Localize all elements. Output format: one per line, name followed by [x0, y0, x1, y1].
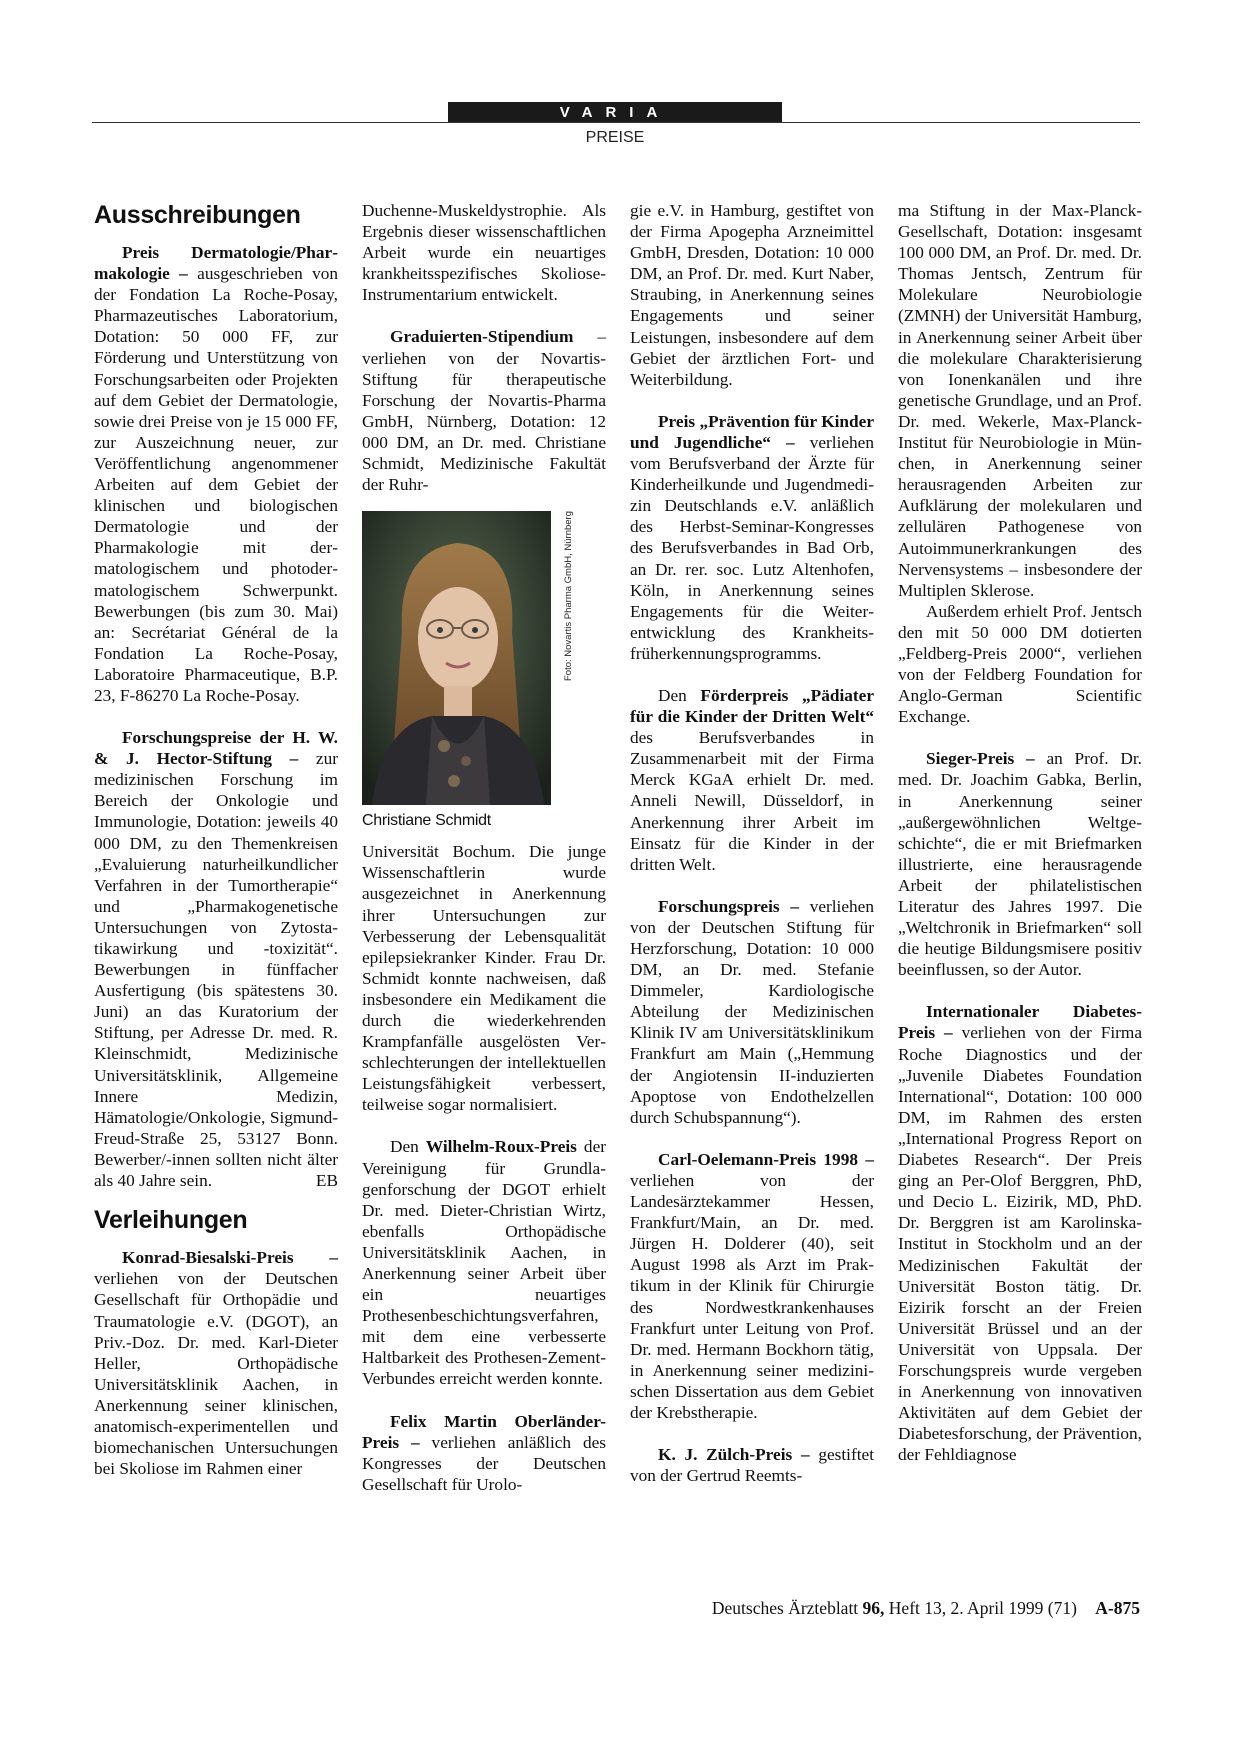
page-footer: [560, 1598, 1140, 1619]
paragraph-zuelch-preis: [630, 1444, 874, 1486]
paragraph-lead: Sieger-Preis –: [926, 749, 1035, 769]
paragraph-praevention-preis: [630, 411, 874, 664]
paragraph-lead: Konrad-Biesalski-Preis –: [122, 1248, 338, 1268]
paragraph-sieger-preis: [898, 748, 1142, 980]
paragraph-pre: Den: [390, 1137, 426, 1157]
column-1: [94, 198, 338, 1479]
paragraph-text: verliehen von der Firma Roche Diagnostics und der „Juvenile Diabetes Foundation International“, Dotation: 100 000 DM, im Rahmen des ersten „International Progress Report on Diabetes Research“. Der Preis ging an Per-Olof Berggren, PhD, und Decio L. Eizirik, MD, PhD. Dr. Berggren ist am Karolinska-Institut in Stockholm und an der Medizinischen Fakultät der Universität Boston tätig. Dr. Eizirik forscht an der Freien Universität Brüssel und an der Universität von Uppsala. Der Forschungspreis wurde vergeben in Anerkennung von innovativen Aktivitäten auf dem Gebiet der Diabetesforschung, der Prävention, der Fehldiagnose: [898, 1023, 1142, 1465]
photo-credit: Foto: Novartis Pharma GmbH, Nürnberg: [563, 511, 574, 682]
paragraph-lead: Preis „Prävention für Kinder und Jugendliche“ –: [630, 411, 874, 452]
paragraph-feldberg-preis: Außerdem erhielt Prof. Jentsch den mit 50 000 DM dotierten „Feldberg-Preis 2000“, verliehen von der Feldberg Foundation for Anglo-German Scientific Exchange.: [898, 601, 1142, 727]
paragraph-wilhelm-roux-preis: [362, 1136, 606, 1389]
paragraph-text: an Prof. Dr. med. Dr. Joachim Gabka, Berlin, in Anerkennung seiner „außergewöhnlichen Weltgeschichte“, die er mit Briefmarken illustrierte, eine herausragende Arbeit der philatelistischen Literatur des Jahres 1997. Die „Weltchronik in Briefmarken“ soll die heutige Bildungsmisere positiv beeinflussen, so der Autor.: [898, 749, 1142, 980]
portrait-photo: [362, 511, 551, 805]
paragraph-text: des Berufsverbandes in Zusammenarbeit mit der Firma Merck KGaA erhielt Dr. med. Anneli Newill, Düsseldorf, in Anerkennung ihrer Arbeit im Einsatz für die Kinder in der dritten Welt.: [630, 728, 874, 874]
paragraph-hector-stiftung: [94, 727, 338, 1191]
column-3: [630, 200, 874, 1486]
footer-issue: Heft 13, 2. April 1999 (71): [888, 1598, 1077, 1618]
photo-caption: Christiane Schmidt: [362, 812, 491, 830]
section-header-bar: VARIA: [448, 102, 782, 123]
paragraph-foerderpreis: [630, 685, 874, 875]
paragraph-text: verliehen von der Landesärztekammer Hessen, Frankfurt/Main, an Dr. med. Jürgen H. Dolderer (40), seit August 1998 als Arzt im Praktikum in der Klinik für Chirurgie des Nordwestkrankenhauses Frankfurt unter Leitung von Prof. Dr. med. Hermann Bockhorn tätig, in Anerkennung seiner medizinischen Dissertation aus dem Gebiet der Krebstherapie.: [630, 1170, 874, 1422]
paragraph-biesalski-preis: [94, 1247, 338, 1479]
paragraph-lead: Carl-Oelemann-Preis 1998 –: [658, 1149, 874, 1169]
paragraph-dermatologie-preis: [94, 242, 338, 706]
paragraph-forschungspreis: [630, 896, 874, 1128]
paragraph-lead: Preis Dermatologie/Pharmakologie –: [94, 243, 338, 284]
paragraph-lead: Felix Martin Oberländer-Preis –: [362, 1411, 606, 1452]
paragraph-text: zur medizinischen Forschung im Bereich der Onkologie und Immunologie, Dotation: jeweils 40 000 DM, zu den Themenkreisen „Evaluierung naturheilkundlicher Verfahren in der Tumortherapie“ und „Pharmakogenetische Untersuchungen von Zytostatikawirkung und -toxizität“. Bewerbungen in fünffacher Ausfertigung (bis spätestens 30. Juni) an das Kuratorium der Stiftung, per Adresse Dr. med. R. Kleinschmidt, Medizinische Universitätsklinik, Allgemeine Innere Medizin, Hämatologie/Onkologie, Sigmund-Freud-Straße 25, 53127 Bonn. Bewerber/-innen sollten nicht älter als 40 Jahre sein.: [94, 749, 338, 1191]
paragraph-diabetes-preis: [898, 1001, 1142, 1465]
author-signature: EB: [315, 1171, 338, 1191]
column-2: [362, 200, 606, 1495]
paragraph-text: verliehen von der Deutschen Stiftung für Herzforschung, Dotation: 10 000 DM, an Dr. med. Stefanie Dimmeler, Kardiologische Abteilung der Medizinischen Klinik IV am Universitätsklinikum Frankfurt am Main („Hemmung der Angiotensin II-induzierten Apoptose von Endothelzellen durch Schubspannung“).: [630, 896, 874, 1127]
paragraph-oelemann-preis: [630, 1149, 874, 1423]
paragraph-lead: Forschungspreise der H. W. & J. Hector-Stiftung –: [94, 728, 338, 769]
paragraph-schmidt-text: Universität Bochum. Die junge Wissenschaftlerin wurde ausgezeichnet in Anerkennung ihrer Untersuchungen zur Verbesserung der Lebensqualität epilepsiekranker Kinder. Frau Dr. Schmidt konnte nachweisen, daß insbesondere ein Medikament die durch die wiederkehrenden Krampfanfälle ausgelösten Verschlechterungen der intellektuellen Leistungsfähigkeit verbessert, teilweise sogar normalisiert.: [362, 842, 606, 1115]
paragraph-graduierten-stipendium: [362, 326, 606, 495]
paragraph-continuation: Duchenne-Muskeldystrophie. Als Ergebnis dieser wissenschaftlichen Arbeit wurde ein neuartiges krankheitsspezifisches Skoliose-Instrumentarium entwickelt.: [362, 201, 606, 305]
paragraph-text: – verliehen von der Novartis-Stiftung für therapeutische Forschung der Novartis-Pharma GmbH, Nürnberg, Dotation: 12 000 DM, an Dr. med. Christiane Schmidt, Medizinische Fakultät der Ruhr-: [362, 327, 606, 495]
heading-ausschreibungen: Ausschreibungen: [94, 201, 301, 229]
paragraph-continuation: ma Stiftung in der Max-Planck-Gesellschaft, Dotation: insgesamt 100 000 DM, an Prof. Dr. med. Dr. Thomas Jentsch, Zentrum für Molekulare Neurobiologie (ZMNH) der Universität Hamburg, in Anerkennung seiner Arbeit über die molekulare Charakterisierung von Ionenkanälen und ihre genetische Grundlage, und an Prof. Dr. med. Wekerle, Max-Planck-Institut für Neurobiologie in München, in Anerkennung seiner herausragenden Arbeiten zur Aufklärung der molekularen und zellulären Pathogenese von Autoimmunerkrankungen des Nervensystems – insbesondere der Multiplen Sklerose.: [898, 201, 1142, 600]
footer-page-number: A-875: [1095, 1598, 1140, 1618]
portrait-illustration: [362, 511, 551, 805]
paragraph-lead: Wilhelm-Roux-Preis: [425, 1137, 577, 1157]
paragraph-oberlaender-preis: [362, 1411, 606, 1495]
paragraph-text: der Vereinigung für Grundlagenforschung der DGOT erhielt Dr. med. Dieter-Christian Wirtz, ebenfalls Orthopädische Universitätsklinik Aachen, in Anerkennung seiner Arbeit über ein neuartiges Prothesenbeschichtungsverfahren, mit dem eine verbesserte Haltbarkeit des Prothesen-Zement-Verbundes erreicht werden konnte.: [362, 1137, 606, 1389]
paragraph-text: verliehen anläßlich des Kongresses der Deutschen Gesellschaft für Urolo-: [362, 1432, 607, 1494]
paragraph-lead: Förderpreis „Pädiater für die Kinder der Dritten Welt“: [630, 685, 874, 727]
paragraph-lead: Graduierten-Stipendium: [390, 327, 574, 347]
paragraph-text: ausgeschrieben von der Fondation La Roche-Posay, Pharmazeutisches Laboratorium, Dotation: 50 000 FF, zur Förderung und Unterstützung von Forschungsarbeiten oder Projekten auf dem Gebiet der Dermatologie, sowie drei Preise von je 15 000 FF, zur Auszeichnung neuer, zur Veröffentlichung angenommener Arbeiten auf dem Gebiet der klinischen und biologischen Dermatologie und der Pharmakologie mit dermatologischem und photodermatologischem Schwerpunkt. Bewerbungen (bis zum 30. Mai) an: Secrétariat Général de la Fondation La Roche-Posay, Laboratoire Pharmaceutique, B.P. 23, F-86270 La Roche-Posay.: [94, 264, 338, 705]
header-rule: [92, 122, 1140, 123]
paragraph-text: verliehen von der Deutschen Gesellschaft für Orthopädie und Traumatologie e.V. (DGOT), an Priv.-Doz. Dr. med. Karl-Dieter Heller, Orthopädische Universitätsklinik Aachen, in Anerkennung seiner klinischen, anatomisch-experimentellen und biomechanischen Untersuchungen bei Skoliose im Rahmen einer: [94, 1269, 338, 1479]
footer-journal: Deutsches Ärzteblatt: [711, 1598, 859, 1618]
paragraph-lead: Forschungspreis –: [658, 896, 799, 916]
heading-verleihungen: Verleihungen: [94, 1206, 248, 1235]
paragraph-lead: K. J. Zülch-Preis –: [658, 1445, 810, 1465]
paragraph-pre: Den: [658, 685, 701, 705]
paragraph-continuation: gie e.V. in Hamburg, gestiftet von der Firma Apogepha Arzneimittel GmbH, Dresden, Dotation: 10 000 DM, an Prof. Dr. med. Kurt Naber, Straubing, in Anerkennung seines Engagements und seiner Leistungen, insbesondere auf dem Gebiet der ärztlichen Fort- und Weiterbildung.: [630, 201, 874, 389]
paragraph-text: verliehen vom Berufsverband der Ärzte für Kinderheilkunde und Jugendmedizin Deutschlands e.V. anläßlich des Herbst-Seminar-Kongresses des Berufsverbandes in Bad Orb, an Dr. rer. soc. Lutz Altenhofen, Köln, in Anerkennung seines Engagements für die Weiterentwicklung des Krankheitsfrüherkennungsprogramms.: [630, 432, 874, 663]
subsection-label: PREISE: [585, 129, 645, 146]
portrait-figure: [362, 511, 606, 833]
paragraph-text: gestiftet von der Gertrud Reemts-: [630, 1445, 874, 1486]
column-4: [898, 200, 1142, 1465]
footer-volume: 96,: [862, 1598, 885, 1618]
paragraph-lead: Internationaler Diabetes-Preis –: [898, 1002, 1142, 1043]
